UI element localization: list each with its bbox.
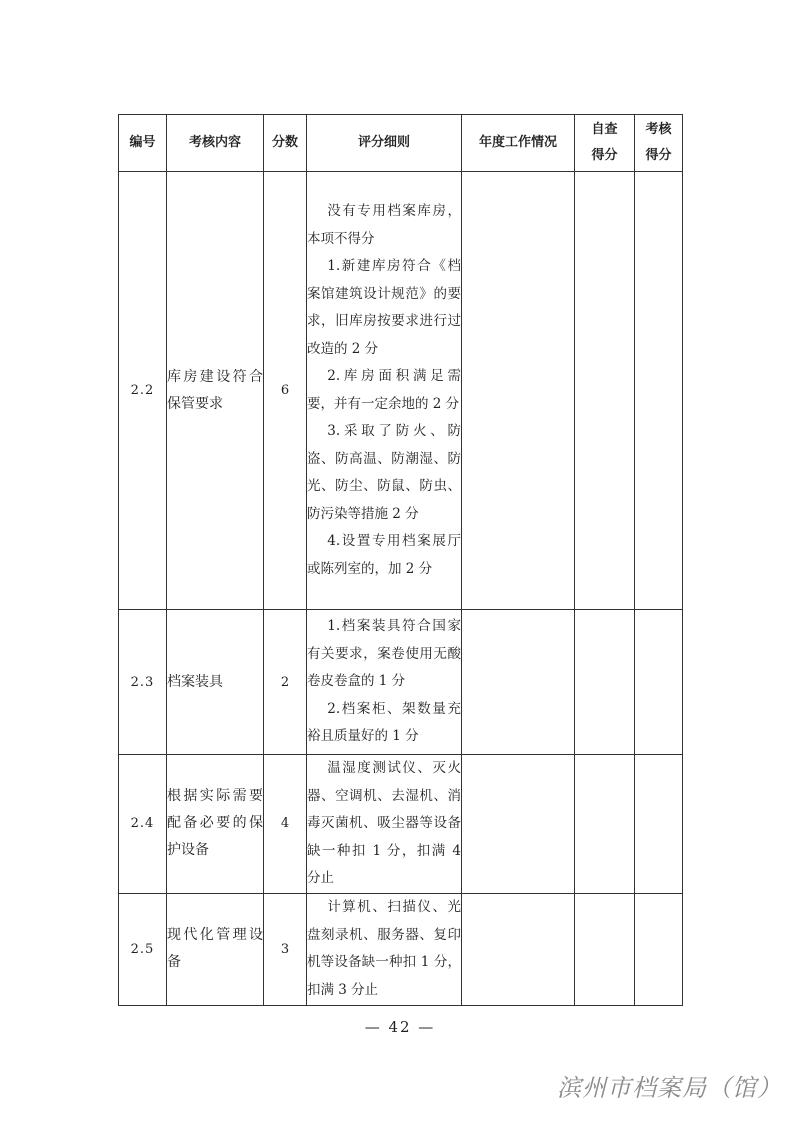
row-content: 现代化管理设备 <box>167 893 264 1005</box>
rule-item: 温湿度测试仪、灭火器、空调机、去湿机、消毒灭菌机、吸尘器等设备缺一种扣 1 分，扣满 4 分止 <box>307 760 461 886</box>
row-rules <box>307 172 462 610</box>
header-annual: 年度工作情况 <box>462 115 575 172</box>
rule-item: 没有专用档案库房，本项不得分 <box>307 203 461 247</box>
row-score: 6 <box>264 172 307 610</box>
row-annual[interactable] <box>462 172 575 610</box>
header-score: 分数 <box>264 115 307 172</box>
row-id: 2.5 <box>119 893 167 1005</box>
row-score: 2 <box>264 610 307 755</box>
watermark: 滨州市档案局（馆） <box>557 1074 782 1102</box>
rule-item: 计算机、扫描仪、光盘刻录机、服务器、复印机等设备缺一种扣 1 分，扣满 3 分止 <box>307 899 461 998</box>
row-annual[interactable] <box>462 755 575 894</box>
row-assess-score[interactable] <box>635 755 683 894</box>
row-self-score[interactable] <box>575 755 635 894</box>
page-number: — 42 — <box>364 1018 436 1036</box>
table-row <box>119 172 683 610</box>
row-content: 根据实际需要配备必要的保护设备 <box>167 755 264 894</box>
header-self-score-label: 自查得分 <box>591 122 618 163</box>
table-row <box>119 755 683 894</box>
row-assess-score[interactable] <box>635 172 683 610</box>
table-header-row <box>119 115 683 172</box>
row-rules <box>307 893 462 1005</box>
rule-item: 2.档案柜、架数量充裕且质量好的 1 分 <box>307 700 461 745</box>
row-rules <box>307 610 462 755</box>
row-id: 2.2 <box>119 172 167 610</box>
row-annual[interactable] <box>462 893 575 1005</box>
row-assess-score[interactable] <box>635 893 683 1005</box>
rule-item: 1.新建库房符合《档案馆建筑设计规范》的要求，旧库房按要求进行过改造的 2 分 <box>307 258 461 357</box>
header-id: 编号 <box>119 115 167 172</box>
row-id: 2.4 <box>119 755 167 894</box>
row-score: 4 <box>264 755 307 894</box>
header-rules: 评分细则 <box>307 115 462 172</box>
rule-item: 2.库房面积满足需要，并有一定余地的 2 分 <box>307 368 461 412</box>
row-assess-score[interactable] <box>635 610 683 755</box>
rule-item: 1.档案装具符合国家有关要求，案卷使用无酸卷皮卷盒的 1 分 <box>307 618 461 690</box>
row-content: 档案装具 <box>167 610 264 755</box>
rule-item: 4.设置专用档案展厅或陈列室的，加 2 分 <box>307 533 461 577</box>
rule-item: 3.采取了防火、防盗、防高温、防潮湿、防光、防尘、防鼠、防虫、防污染等措施 2 分 <box>307 423 461 522</box>
header-assess-score-label: 考核得分 <box>645 122 672 163</box>
row-self-score[interactable] <box>575 610 635 755</box>
header-assess-score <box>635 115 683 172</box>
row-id: 2.3 <box>119 610 167 755</box>
row-self-score[interactable] <box>575 172 635 610</box>
header-self-score <box>575 115 635 172</box>
row-self-score[interactable] <box>575 893 635 1005</box>
header-content: 考核内容 <box>167 115 264 172</box>
row-content: 库房建设符合保管要求 <box>167 172 264 610</box>
table-row <box>119 610 683 755</box>
row-annual[interactable] <box>462 610 575 755</box>
row-score: 3 <box>264 893 307 1005</box>
row-rules <box>307 755 462 894</box>
table-row <box>119 893 683 1005</box>
assessment-table <box>118 114 683 1006</box>
